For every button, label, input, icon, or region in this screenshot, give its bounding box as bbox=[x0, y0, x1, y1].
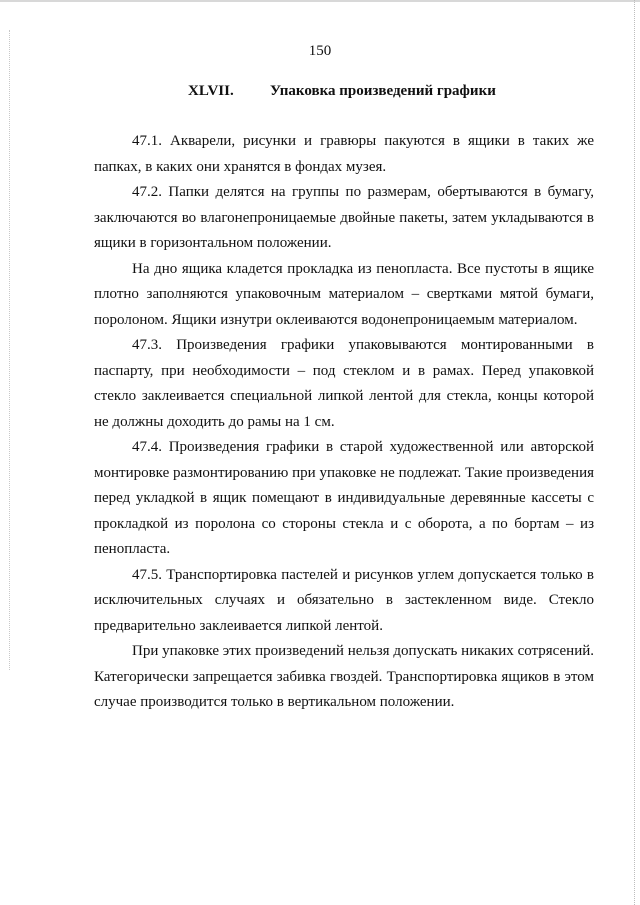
section-number: XLVII. bbox=[188, 83, 234, 99]
scan-edge-right bbox=[634, 0, 640, 905]
section-heading bbox=[188, 83, 528, 100]
body-text bbox=[94, 129, 594, 716]
page-number: 150 bbox=[308, 43, 332, 59]
paragraph-47-3: 47.3. Произведения графики упаковываются монтированными в паспарту, при необходимости – под стеклом и в рамах. Перед упаковкой стекло заклеивается специальной липкой лентой для стекла, концы которой не должны доходить до рамы на 1 см. bbox=[94, 337, 594, 430]
paragraph-47-2: 47.2. Папки делятся на группы по размерам, обертываются в бумагу, заключаются во влагонепроницаемые двойные пакеты, затем укладываются в ящики в горизонтальном положении. bbox=[94, 184, 594, 251]
paragraph-47-4: 47.4. Произведения графики в старой художественной или авторской монтировке размонтированию при упаковке не подлежат. Такие произведения перед укладкой в ящик помещают в индивидуальные деревянные кассеты с прокладкой из поролона со стороны стекла и с оборота, а по бортам – из пенопласта. bbox=[94, 439, 594, 557]
paragraph-47-5: 47.5. Транспортировка пастелей и рисунков углем допускается только в исключительных случаях и обязательно в застекленном виде. Стекло предварительно заклеивается липкой лентой. bbox=[94, 566, 594, 634]
paragraph-47-5-continued: При упаковке этих произведений нельзя допускать никаких сотрясений. Категорически запрещается забивка гвоздей. Транспортировка ящиков в этом случае производится только в вертикальном положении. bbox=[94, 643, 594, 710]
binding-marks bbox=[9, 30, 14, 670]
scan-edge-top bbox=[0, 0, 640, 2]
paragraph-47-1: 47.1. Акварели, рисунки и гравюры пакуются в ящики в таких же папках, в каких они хранятся в фондах музея. bbox=[94, 133, 594, 175]
section-title: Упаковка произведений графики bbox=[270, 83, 496, 99]
paragraph-47-2-continued: На дно ящика кладется прокладка из пенопласта. Все пустоты в ящике плотно заполняются упаковочным материалом – свертками мятой бумаги, поролоном. Ящики изнутри оклеиваются водонепроницаемым материалом. bbox=[94, 260, 594, 328]
